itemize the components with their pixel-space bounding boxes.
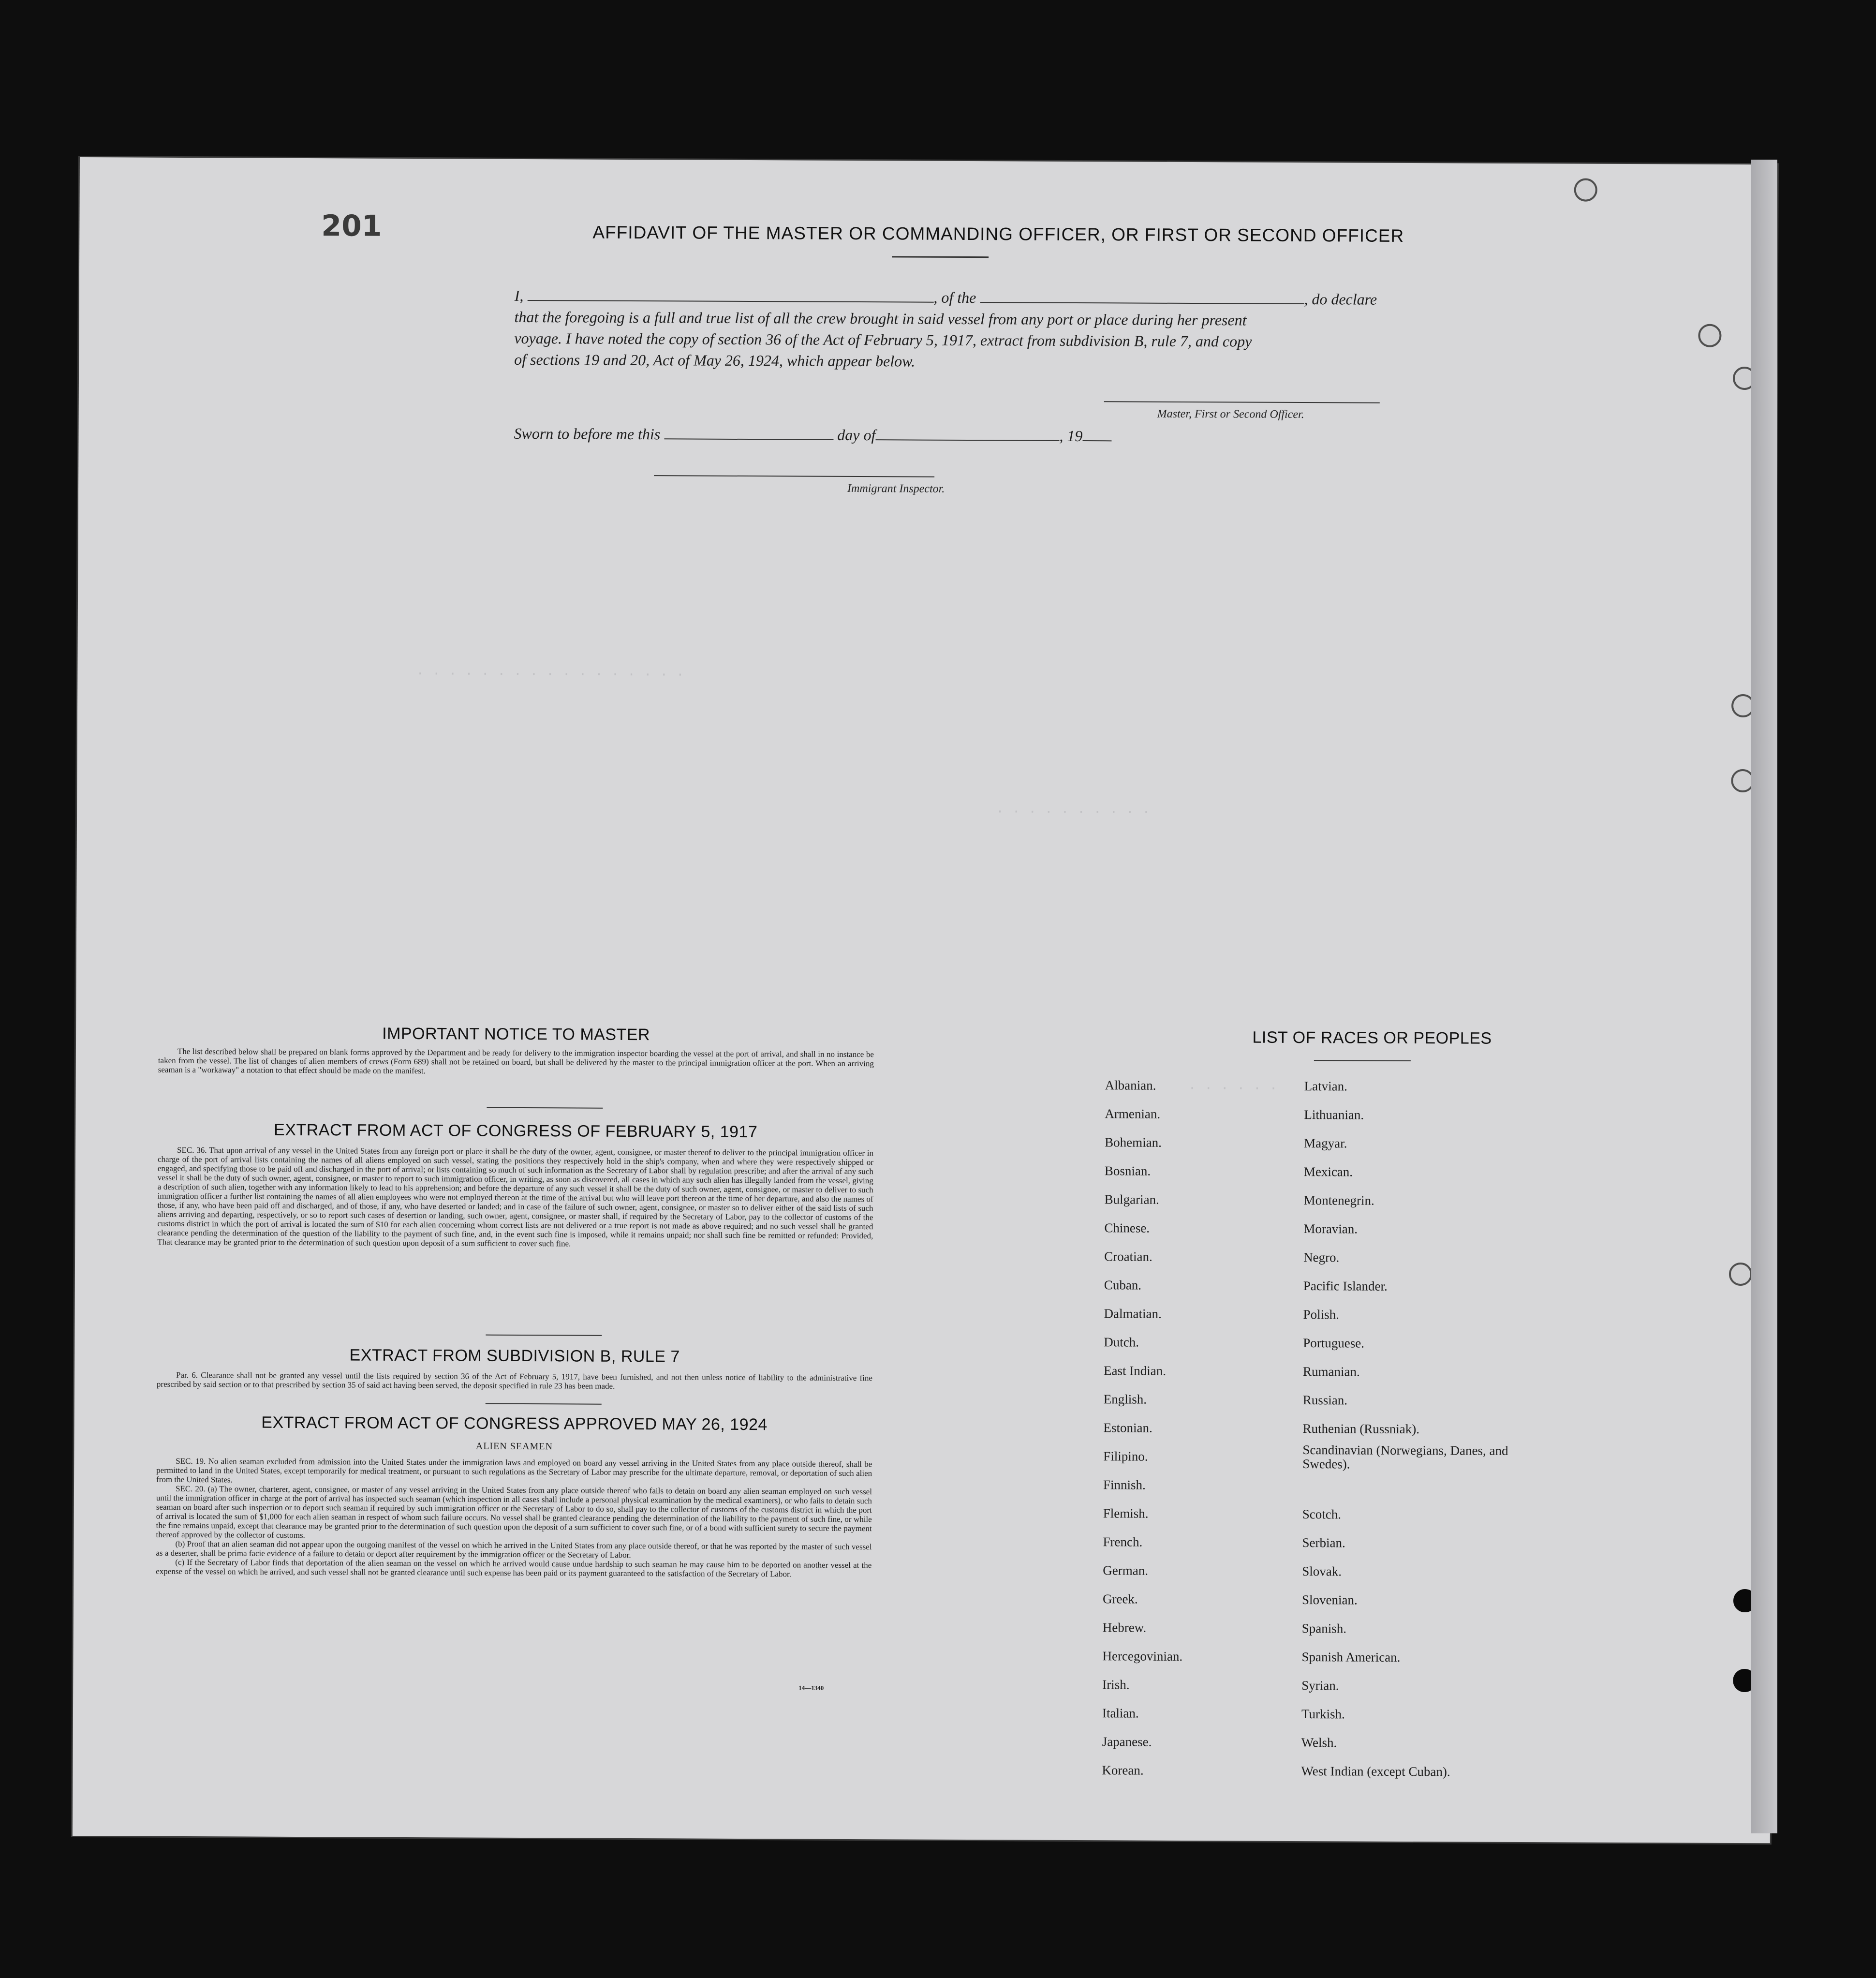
master-name-field[interactable] [527,287,933,303]
sworn-year-field[interactable] [1082,428,1111,441]
race-item: Scandinavian (Norwegians, Danes, and Swedes). [1302,1443,1508,1472]
race-item: Bulgarian. [1104,1192,1159,1207]
race-item: West Indian (except Cuban). [1301,1764,1450,1779]
race-item: Japanese. [1102,1734,1152,1749]
race-item: English. [1103,1392,1147,1407]
affidavit-line1-b: , of the [933,288,976,307]
affidavit-title: AFFIDAVIT OF THE MASTER OR COMMANDING OFFICER, OR FIRST OR SECOND OFFICER [592,222,1404,246]
extract-1924-text [156,1457,872,1579]
race-item: Mexican. [1303,1164,1353,1179]
race-item: Croatian. [1104,1249,1152,1264]
race-item: Turkish. [1301,1707,1345,1722]
affidavit-declaration [514,285,1472,374]
paper-edge [1751,160,1777,1833]
divider [1314,1060,1411,1061]
signature-line[interactable] [1104,401,1380,403]
race-item: Polish. [1303,1307,1339,1322]
punch-hole [1729,1263,1752,1286]
form-number: 14—1340 [798,1684,824,1692]
divider [487,1107,603,1109]
race-item: Rumanian. [1303,1364,1360,1379]
race-item: Slovenian. [1301,1592,1358,1607]
notice-text [158,1047,874,1077]
race-item: Albanian. [1105,1078,1156,1093]
alien-seamen-label: ALIEN SEAMEN [475,1441,553,1452]
extract-1917-paragraph: SEC. 36. That upon arrival of any vessel in the United States from any foreign port or place it shall be the duty of the owner, agent, consignee, or master thereof to deliver to the principal immigration officer in charge of the port of arrival lists containing the names of all aliens employed on such vessel, stating the positions they respectively hold in the ship's company, when and where they were respectively shipped or engaged, and specifying those to be paid off and discharged in the port of arrival; or lists containing so much of such information as the Secretary of Labor shall by regulation prescribe; and after the arrival of any such vessel it shall be the duty of such owner, agent, consignee, or master to report to such immigration officer, in writing, as soon as discovered, all cases in which any such alien has illegally landed from the vessel, giving a description of such alien, together with any information likely to lead to his apprehension; and before the departure of any such vessel it shall be the duty of such owner, agent, consignee, or master to deliver to such immigration officer a further list containing the names of all alien employees who were not employed thereon at the time of the arrival but who will leave port thereon at the time of her departure, and also the names of those, if any, who have been paid off and discharged, and of those, if any, who have deserted or landed; and in case of the failure of such owner, agent, consignee, or master so to deliver either of the said lists of such aliens arriving and departing, respectively, or so to report such cases of desertion or landing, such owner, agent, consignee, or master shall, if required by the Secretary of Labor, pay to the collector of customs of the customs district in which the port of arrival is located the sum of $10 for each alien concerning whom correct lists are not delivered or a true report is not made as above required; and no such vessel shall be granted clearance pending the determination of the question of the liability to the payment of such fine, and, in the event such fine is imposed, while it remains unpaid; nor shall such fine be remitted or refunded: Provided, That clearance may be granted prior to the determination of such question upon deposit of a sum sufficient to cover such fine. [157,1145,874,1249]
race-item: Slovak. [1302,1564,1342,1579]
races-title: LIST OF RACES OR PEOPLES [1252,1028,1492,1048]
race-item: Lithuanian. [1304,1107,1364,1122]
divider [486,1335,602,1336]
notice-paragraph: The list described below shall be prepared on blank forms approved by the Department and be ready for delivery to the immigration inspector boarding the vessel at the port of arrival, and shall in no instance be taken from the vessel. The list of changes of alien members of crews (Form 689) shall not be retained on board, but shall be delivered by the master to the principal immigration officer at the port. When an arriving seaman is a "workaway" a notation to that effect should be made on the manifest. [158,1046,874,1076]
extract-1917-text [157,1145,873,1249]
race-item: Ruthenian (Russniak). [1302,1421,1420,1437]
extract-1924-title: EXTRACT FROM ACT OF CONGRESS APPROVED MAY 26, 1924 [261,1413,768,1434]
inspector-signature-line[interactable] [654,475,934,477]
race-item: Cuban. [1104,1278,1142,1293]
title-rule [892,256,989,258]
races-right-column [1301,1072,1526,1786]
race-item: Filipino. [1103,1449,1148,1464]
section-20a-paragraph: SEC. 20. (a) The owner, charterer, agent, consignee, or master of any vessel arriving in the United States from any place outside thereof who fails to detain on board any alien seaman employed on such vessel until the immigration officer in charge at the port of arrival has inspected such seaman (which inspection in all cases shall include a personal physical examination by the medical examiners), or who fails to detain such seaman on board after such inspection or to deport such seaman if required by such immigration officer or the Secretary of Labor to do so, shall pay to the collector of customs of the customs district in which the port of arrival is located the sum of $1,000 for each alien seaman in respect of whom such failure occurs. No vessel shall be granted clearance pending the determination of the liability to the payment of such fine, or while the fine remains unpaid, except that clearance may be granted prior to the determination of such question upon the deposit of a sum sufficient to cover such fine, or of a bond with sufficient surety to secure the payment thereof approved by the collector of customs. [156,1484,872,1540]
form-page [73,157,1777,1843]
sworn-text-c: , 19 [1059,427,1083,445]
race-item: Dalmatian. [1104,1306,1162,1321]
sworn-text-a: Sworn to before me this [514,424,661,443]
extract-rule7-text [157,1370,872,1392]
section-20b-paragraph: (b) Proof that an alien seaman did not appear upon the outgoing manifest of the vessel on which he arrived in the United States from any place outside thereof, or that he was reported by the master of such vessel as a deserter, shall be prima facie evidence of a failure to detain or deport after requirement by the immigration officer or the Secretary of Labor. [156,1539,872,1560]
extract-rule7-paragraph: Par. 6. Clearance shall not be granted any vessel until the lists required by section 36 of the Act of February 5, 1917, have been furnished, and not then unless notice of liability to the administrative fine prescribed by said section or to that prescribed by section 35 of said act having been served, the deposit specified in rule 23 has been made. [156,1370,873,1391]
section-20c-paragraph: (c) If the Secretary of Labor finds that deportation of the alien seaman on the vessel on which he arrived would cause undue hardship to such seaman he may cause him to be deported on another vessel at the expense of the vessel on which he arrived, and such vessel shall not be granted clearance until such expense has been paid or its payment guaranteed to the satisfaction of the Secretary of Labor. [156,1557,872,1579]
race-item: Hercegovinian. [1102,1649,1183,1664]
sworn-month-field[interactable] [875,427,1059,441]
affidavit-line1-a: I, [514,286,524,305]
race-item: Moravian. [1303,1221,1358,1236]
sworn-line [514,423,1239,447]
race-item: Spanish. [1301,1621,1347,1636]
race-item: Flemish. [1103,1506,1149,1521]
race-item: Italian. [1102,1706,1139,1721]
sworn-text-b: day of [837,426,876,444]
race-item: Estonian. [1103,1420,1152,1435]
race-item: Negro. [1303,1250,1340,1265]
race-item: Magyar. [1304,1136,1347,1151]
race-item: German. [1103,1563,1149,1578]
race-item: Greek. [1102,1591,1138,1606]
race-item: Bohemian. [1105,1135,1162,1150]
races-left-column [1102,1071,1288,1785]
race-item: Chinese. [1104,1220,1150,1235]
race-item: Welsh. [1301,1735,1337,1750]
extract-rule7-title: EXTRACT FROM SUBDIVISION B, RULE 7 [349,1346,680,1366]
race-item: Spanish American. [1301,1650,1401,1665]
affidavit-line-3: voyage. I have noted the copy of section 36 of the Act of February 5, 1917, extract from subdivision B, rule 7, and copy [514,329,1252,350]
notice-title: IMPORTANT NOTICE TO MASTER [382,1024,650,1044]
bleed-through-text: · · · · · · · · · · · · · · · · · [416,667,684,683]
punch-hole [1574,178,1597,201]
race-item: Irish. [1102,1677,1130,1692]
extract-1917-title: EXTRACT FROM ACT OF CONGRESS OF FEBRUARY 5, 1917 [274,1120,758,1142]
punch-hole [1698,324,1721,347]
divider [486,1403,602,1405]
race-item: Armenian. [1105,1106,1161,1121]
affidavit-line-4: of sections 19 and 20, Act of May 26, 1924, which appear below. [514,350,916,370]
race-item: Hebrew. [1102,1620,1147,1635]
inspector-caption: Immigrant Inspector. [847,482,945,495]
race-item: Russian. [1302,1393,1348,1408]
bleed-through-text: · · · · · · · · · · [996,804,1151,820]
vessel-name-field[interactable] [980,289,1304,304]
affidavit-line1-c: , do declare [1304,290,1377,308]
race-item: Serbian. [1302,1535,1345,1550]
race-item: Pacific Islander. [1303,1279,1388,1294]
bleed-through-text: · · · · · · [1188,1081,1278,1097]
race-item: Korean. [1102,1763,1144,1778]
page-mark: 201 [321,209,382,243]
affidavit-line-2: that the foregoing is a full and true list of all the crew brought in said vessel from any port or place during her present [514,308,1247,329]
section-19-paragraph: SEC. 19. No alien seaman excluded from admission into the United States under the immigration laws and employed on board any vessel arriving in the United States from any place outside thereof, shall be permitted to land in the United States, except temporarily for medical treatment, or pursuant to such regulations as the Secretary of Labor may prescribe for the ultimate departure, removal, or deportation of such alien from the United States. [156,1456,872,1485]
race-item: East Indian. [1104,1363,1167,1378]
race-item: Bosnian. [1104,1163,1151,1178]
race-item: Scotch. [1302,1507,1342,1522]
signature-caption: Master, First or Second Officer. [1157,407,1304,421]
sworn-day-field[interactable] [664,426,833,440]
race-item: Syrian. [1301,1678,1339,1693]
race-item: Montenegrin. [1303,1193,1374,1208]
race-item: Finnish. [1103,1477,1146,1492]
race-item: Latvian. [1304,1079,1347,1094]
race-item: Portuguese. [1303,1336,1365,1351]
race-item: Dutch. [1104,1335,1139,1350]
race-item: French. [1103,1534,1143,1549]
